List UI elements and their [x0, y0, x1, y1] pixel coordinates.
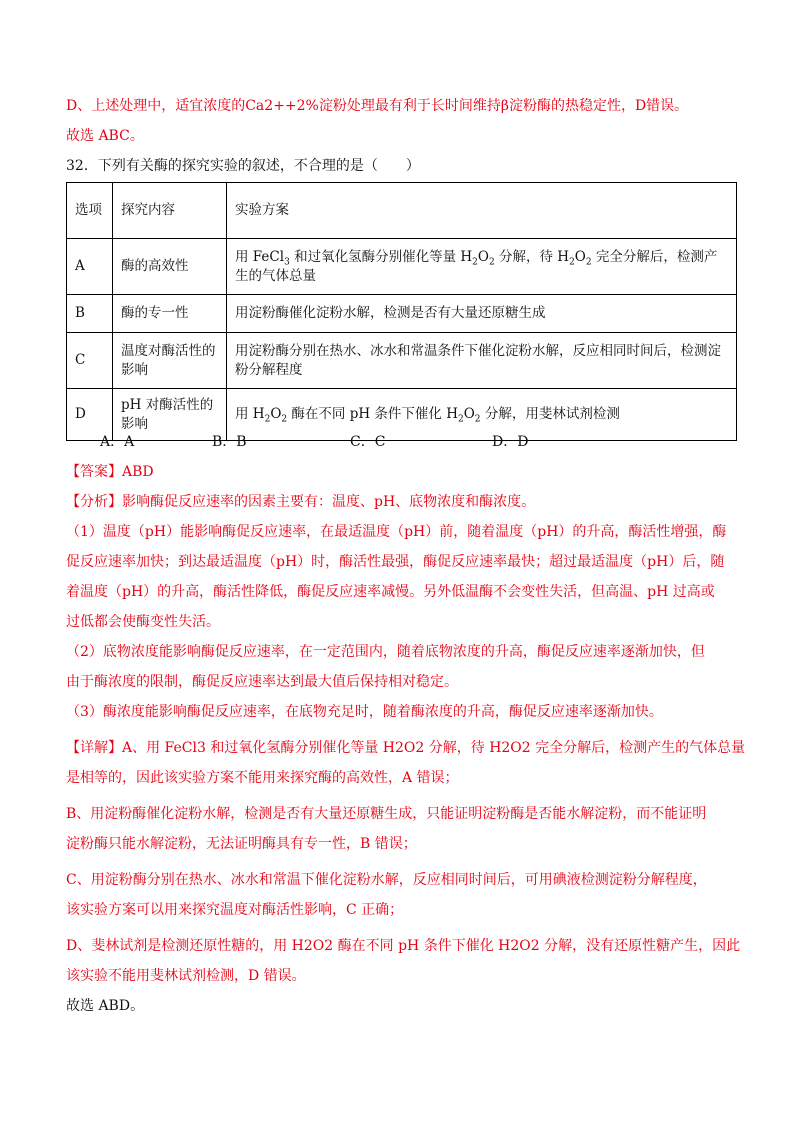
- plan-text: 完全分解后，检测产生的气体总量: [235, 248, 718, 284]
- detail-line: C、用淀粉酶分别在热水、冰水和常温下催化淀粉水解，反应相同时间后，可用碘液检测淀粉分解程度，: [66, 872, 707, 888]
- plan-text: O: [463, 406, 475, 422]
- intro-line-2: 故选 ABC。: [66, 128, 144, 144]
- plan-subscript: 3: [284, 257, 290, 268]
- plan-text: 分解，用斐林试剂检测: [480, 406, 620, 422]
- plan-text: 酶在不同 pH 条件下催化 H: [287, 406, 458, 422]
- row-option: D: [67, 389, 113, 441]
- answer-choices: [100, 432, 700, 452]
- detail-line: 该实验方案可以用来探究温度对酶活性影响，C 正确；: [66, 902, 404, 918]
- analysis-line: 【分析】影响酶促反应速率的因素主要有：温度、pH、底物浓度和酶浓度。: [66, 494, 536, 510]
- plan-subscript: 2: [281, 414, 288, 425]
- header-plan: 实验方案: [227, 183, 737, 239]
- row-content: pH 对酶活性的影响: [113, 389, 227, 441]
- choice-c: C．C: [350, 434, 386, 450]
- plan-text: O: [574, 248, 586, 265]
- intro-line-1: D、上述处理中，适宜浓度的Ca2++2%淀粉处理最有利于长时间维持β淀粉酶的热稳定性，D错误。: [66, 98, 689, 114]
- header-content: 探究内容: [113, 183, 227, 239]
- plan-subscript: 2: [474, 414, 481, 425]
- row-option: A: [67, 239, 113, 295]
- choice-b: B．B: [212, 434, 247, 450]
- plan-subscript: 2: [264, 414, 271, 425]
- row-content: 温度对酶活性的影响: [113, 333, 227, 389]
- detail-line: D、斐林试剂是检测还原性糖的，用 H2O2 酶在不同 pH 条件下催化 H2O2 分解，没有还原性糖产生，因此: [66, 938, 741, 954]
- header-option: 选项: [67, 183, 113, 239]
- table-row: [67, 333, 737, 389]
- row-content: 酶的高效性: [113, 239, 227, 295]
- analysis-line: （1）温度（pH）能影响酶促反应速率，在最适温度（pH）前，随着温度（pH）的升高，酶活性增强，酶: [66, 524, 727, 540]
- table-row: [67, 239, 737, 295]
- question-stem: 32．下列有关酶的探究实验的叙述，不合理的是（ ）: [66, 158, 420, 174]
- choice-a: A．A: [100, 434, 135, 450]
- plan-text: 用 FeCl: [235, 248, 285, 265]
- row-content: 酶的专一性: [113, 295, 227, 333]
- plan-subscript: 2: [457, 414, 464, 425]
- row-option: B: [67, 295, 113, 333]
- row-plan: 用淀粉酶催化淀粉水解，检测是否有大量还原糖生成: [227, 295, 737, 333]
- analysis-line: 促反应速率加快；到达最适温度（pH）时，酶活性最强，酶促反应速率最快；超过最适温度（pH）后，随: [66, 554, 725, 570]
- table-row: [67, 295, 737, 333]
- plan-subscript: 2: [472, 257, 478, 268]
- plan-text: O: [270, 406, 282, 422]
- plan-text: 用 H: [235, 406, 265, 422]
- row-plan: [227, 239, 737, 295]
- detail-line: 淀粉酶只能水解淀粉，无法证明酶具有专一性，B 错误；: [66, 836, 417, 852]
- answer-label: 【答案】ABD: [66, 464, 154, 480]
- analysis-line: 由于酶浓度的限制，酶促反应速率达到最大值后保持相对稳定。: [66, 674, 458, 690]
- choice-d: D．D: [492, 434, 529, 450]
- analysis-line: 过低都会使酶变性失活。: [66, 614, 220, 630]
- row-option: C: [67, 333, 113, 389]
- detail-line: 该实验不能用斐林试剂检测，D 错误。: [66, 968, 306, 984]
- analysis-line: （2）底物浓度能影响酶促反应速率，在一定范围内，随着底物浓度的升高，酶促反应速率逐渐加快，但: [66, 644, 705, 660]
- detail-line: B、用淀粉酶催化淀粉水解，检测是否有大量还原糖生成，只能证明淀粉酶是否能水解淀粉，而不能证明: [66, 806, 707, 822]
- plan-subscript: 2: [488, 257, 495, 268]
- detail-conclusion: 故选 ABD。: [66, 998, 145, 1014]
- plan-text: 和过氧化氢酶分别催化等量 H: [289, 248, 473, 265]
- row-plan: 用淀粉酶分别在热水、冰水和常温条件下催化淀粉水解，反应相同时间后，检测淀粉分解程度: [227, 333, 737, 389]
- analysis-line: 着温度（pH）的升高，酶活性降低，酶促反应速率减慢。另外低温酶不会变性失活，但高温、pH 过高或: [66, 584, 715, 600]
- plan-text: O: [477, 248, 489, 265]
- question-table: [66, 182, 737, 441]
- detail-line: 是相等的，因此该实验方案不能用来探究酶的高效性，A 错误；: [66, 770, 459, 786]
- detail-line: 【详解】A、用 FeCl3 和过氧化氢酶分别催化等量 H2O2 分解，待 H2O2 完全分解后，检测产生的气体总量: [66, 740, 746, 756]
- table-header-row: [67, 183, 737, 239]
- plan-text: 分解，待 H: [494, 248, 570, 265]
- plan-subscript: 2: [585, 257, 592, 268]
- plan-subscript: 2: [569, 257, 575, 268]
- analysis-line: （3）酶浓度能影响酶促反应速率，在底物充足时，随着酶浓度的升高，酶促反应速率逐渐加快。: [66, 704, 663, 720]
